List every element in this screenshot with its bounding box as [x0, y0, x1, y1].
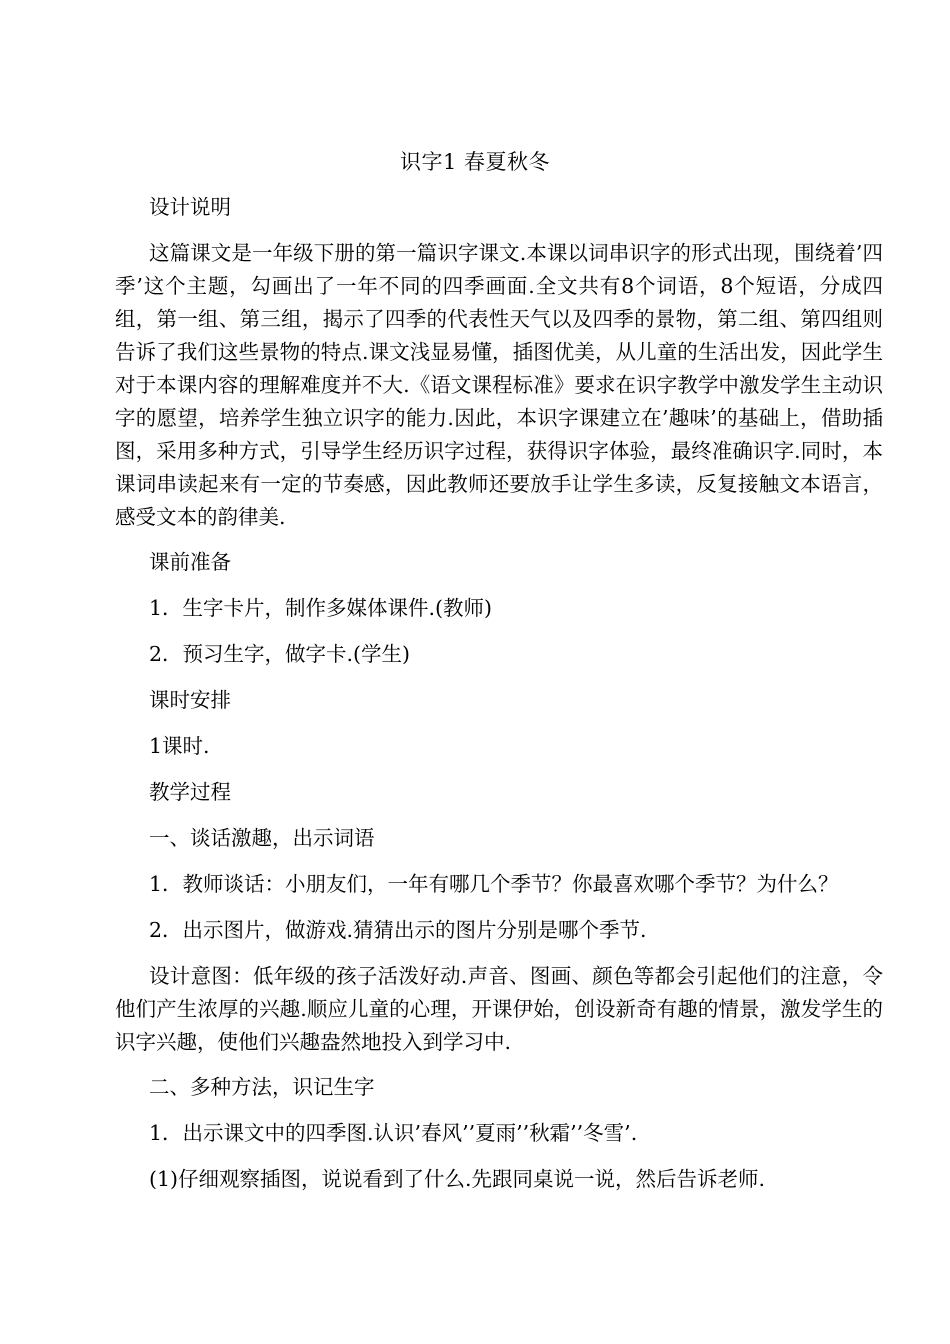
document-title: 识字1 春夏秋冬	[399, 150, 551, 174]
list-item-step-1-2: 2．出示图片，做游戏.猜猜出示的图片分别是哪个季节.	[149, 918, 647, 942]
heading-schedule: 课时安排	[149, 688, 231, 712]
list-item-step-2-1: 1．出示课文中的四季图.认识’春风’’夏雨’’秋霜’’冬雪’.	[149, 1121, 638, 1145]
heading-design-notes: 设计说明	[149, 195, 231, 219]
paragraph-design-notes: 这篇课文是一年级下册的第一篇识字课文.本课以词串识字的形式出现，围绕着’四季’这个主题，勾画出了一年不同的四季画面.全文共有8个词语，8个短语，分成四组，第一组、第三组，揭示了四季的代表性天气以及四季的景物，第二组、第四组则告诉了我们这些景物的特点.课文浅显易懂，插图优美，从儿童的生活出发，因此学生对于本课内容的理解难度并不大.《语文课程标准》要求在识字教学中激发学生主动识字的愿望，培养学生独立识字的能力.因此，本识字课建立在’趣味’的基础上，借助插图，采用多种方式，引导学生经历识字过程，获得识字体验，最终准确识字.同时，本课词串读起来有一定的节奏感，因此教师还要放手让学生多读，反复接触文本语言，感受文本的韵律美.	[115, 241, 883, 529]
heading-preparation: 课前准备	[149, 550, 231, 574]
paragraph-design-intent: 设计意图：低年级的孩子活泼好动.声音、图画、颜色等都会引起他们的注意，令他们产生浓厚的兴趣.顺应儿童的心理，开课伊始，创设新奇有趣的情景，激发学生的识字兴趣，使他们兴趣盎然地投入到学习中.	[115, 964, 883, 1054]
section-heading-1: 一、谈话激趣，出示词语	[149, 826, 375, 850]
list-item-step-2-1-a: (1)仔细观察插图，说说看到了什么.先跟同桌说一说，然后告诉老师.	[149, 1167, 766, 1191]
heading-teaching-process: 教学过程	[149, 780, 231, 804]
document-body	[115, 191, 883, 1196]
list-item-preparation-2: 2．预习生字，做字卡.(学生)	[149, 642, 411, 666]
list-item-preparation-1: 1．生字卡片，制作多媒体课件.(教师)	[149, 596, 493, 620]
list-item-step-1-1: 1．教师谈话：小朋友们，一年有哪几个季节？你最喜欢哪个季节？为什么？	[149, 872, 839, 896]
paragraph-schedule: 1课时.	[149, 734, 210, 758]
section-heading-2: 二、多种方法，识记生字	[149, 1075, 375, 1099]
